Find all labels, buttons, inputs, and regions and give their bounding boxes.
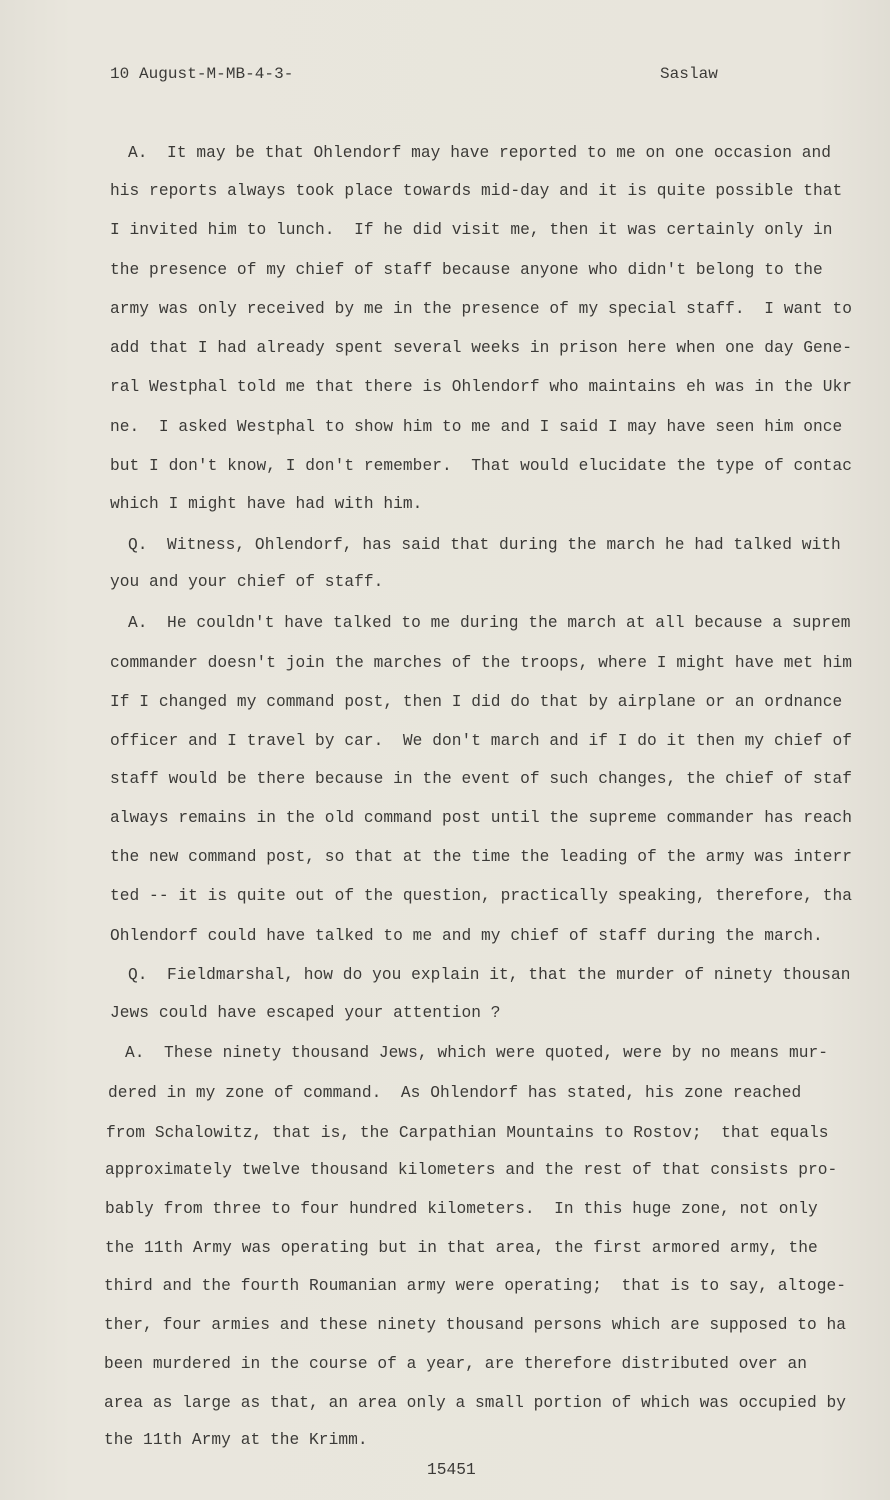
text-line: the 11th Army was operating but in that area, the first armored army, the xyxy=(105,1239,818,1257)
text-line: always remains in the old command post until the supreme commander has reach xyxy=(110,809,853,827)
typist-name: Saslaw xyxy=(660,65,718,83)
text-line: approximately twelve thousand kilometers and the rest of that consists pro- xyxy=(105,1161,838,1179)
text-line: ted -- it is quite out of the question, practically speaking, therefore, tha xyxy=(110,887,853,905)
text-line: Ohlendorf could have talked to me and my chief of staff during the march. xyxy=(110,927,823,945)
text-line: staff would be there because in the event of such changes, the chief of staf xyxy=(110,770,853,788)
text-line: ne. I asked Westphal to show him to me and I said I may have seen him once xyxy=(110,418,843,436)
text-line: If I changed my command post, then I did do that by airplane or an ordnance xyxy=(110,693,843,711)
text-line: add that I had already spent several weeks in prison here when one day Gene- xyxy=(110,339,853,357)
text-line: ral Westphal told me that there is Ohlendorf who maintains eh was in the Ukr xyxy=(110,378,853,396)
text-line: A. These ninety thousand Jews, which were quoted, were by no means mur- xyxy=(125,1044,829,1062)
text-line: the presence of my chief of staff because anyone who didn't belong to the xyxy=(110,261,823,279)
text-line: area as large as that, an area only a small portion of which was occupied by xyxy=(104,1394,847,1412)
text-line: army was only received by me in the presence of my special staff. I want to xyxy=(110,300,853,318)
text-line: Jews could have escaped your attention ? xyxy=(110,1004,501,1022)
text-line: the 11th Army at the Krimm. xyxy=(104,1431,368,1449)
text-line: his reports always took place towards mid-day and it is quite possible that xyxy=(110,182,843,200)
text-line: you and your chief of staff. xyxy=(110,573,384,591)
text-line: A. He couldn't have talked to me during the march at all because a suprem xyxy=(128,614,851,632)
page-number: 15451 xyxy=(427,1461,476,1479)
text-line: I invited him to lunch. If he did visit me, then it was certainly only in xyxy=(110,221,833,239)
text-line: which I might have had with him. xyxy=(110,495,423,513)
text-line: officer and I travel by car. We don't march and if I do it then my chief of xyxy=(110,732,853,750)
text-line: but I don't know, I don't remember. That would elucidate the type of contac xyxy=(110,457,853,475)
text-line: A. It may be that Ohlendorf may have reported to me on one occasion and xyxy=(128,144,832,162)
text-line: third and the fourth Roumanian army were operating; that is to say, altoge- xyxy=(104,1277,847,1295)
text-line: Q. Fieldmarshal, how do you explain it, that the murder of ninety thousan xyxy=(128,966,851,984)
text-line: ther, four armies and these ninety thousand persons which are supposed to ha xyxy=(104,1316,847,1334)
text-line: Q. Witness, Ohlendorf, has said that during the march he had talked with xyxy=(128,536,841,554)
text-line: commander doesn't join the marches of the troops, where I might have met him xyxy=(110,654,853,672)
text-line: dered in my zone of command. As Ohlendorf has stated, his zone reached xyxy=(108,1084,802,1102)
text-line: the new command post, so that at the time the leading of the army was interr xyxy=(110,848,853,866)
text-line: been murdered in the course of a year, are therefore distributed over an xyxy=(104,1355,808,1373)
text-line: from Schalowitz, that is, the Carpathian Mountains to Rostov; that equals xyxy=(106,1124,829,1142)
document-reference: 10 August-M-MB-4-3- xyxy=(110,65,294,83)
text-line: bably from three to four hundred kilometers. In this huge zone, not only xyxy=(105,1200,818,1218)
